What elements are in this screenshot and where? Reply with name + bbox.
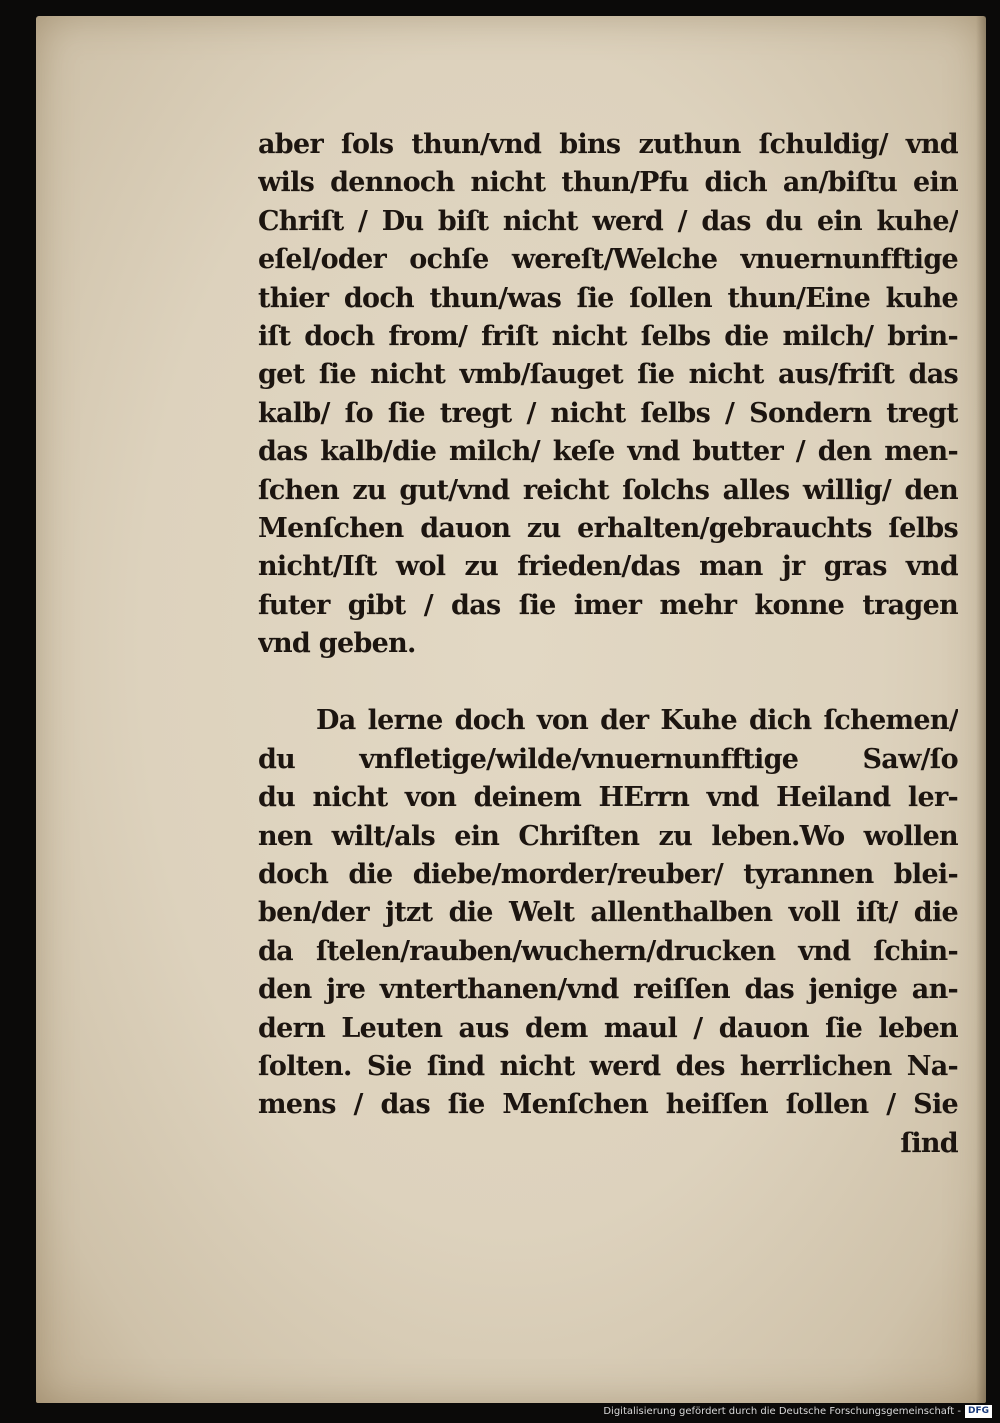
- text-line: wils dennoch nicht thun/Pfu dich an/biſtu ein: [258, 167, 958, 199]
- catchword: ſind: [900, 1127, 958, 1159]
- text-line: iſt doch from/ friſt nicht ſelbs die milch/ brin-: [258, 320, 958, 352]
- text-line: da ſtelen/rauben/wuchern/drucken vnd ſchin-: [258, 935, 958, 967]
- digitization-credit: [603, 1403, 992, 1419]
- paragraph-1: [258, 126, 958, 663]
- text-line: Da lerne doch von der Kuhe dich ſchemen/: [316, 705, 958, 737]
- text-line: vnd geben.: [258, 628, 416, 660]
- text-line: ſchen zu gut/vnd reicht ſolchs alles willig/ den: [258, 474, 958, 506]
- credit-text: Digitalisierung gefördert durch die Deutsche Forschungsgemeinschaft -: [603, 1405, 961, 1417]
- book-page: [36, 16, 986, 1403]
- text-line: get ſie nicht vmb/ſauget ſie nicht aus/friſt das: [258, 359, 958, 391]
- text-line: eſel/oder ochſe wereſt/Welche vnuernunfftige: [258, 244, 958, 276]
- text-line: dern Leuten aus dem maul / dauon ſie leben: [258, 1012, 958, 1044]
- text-block: [258, 126, 958, 1163]
- dfg-logo: DFG: [965, 1405, 992, 1418]
- page-edge-shadow: [976, 16, 986, 1403]
- text-line: aber ſols thun/vnd bins zuthun ſchuldig/ vnd: [258, 129, 958, 160]
- text-line: kalb/ ſo ſie tregt / nicht ſelbs / Sondern tregt: [258, 397, 958, 429]
- paragraph-2: [258, 702, 958, 1124]
- text-line: mens / das ſie Menſchen heiſſen ſollen / Sie: [258, 1089, 958, 1121]
- text-line: nen wilt/als ein Chriſten zu leben.Wo wollen: [258, 820, 958, 852]
- text-line: du nicht von deinem HErrn vnd Heiland ler-: [258, 782, 958, 814]
- text-line: futer gibt / das ſie imer mehr konne tragen: [258, 589, 958, 621]
- paragraph-gap: [258, 663, 958, 702]
- text-line: du vnfletige/wilde/vnuernunfftige Saw/ſo: [258, 743, 958, 775]
- text-line: thier doch thun/was ſie ſollen thun/Eine kuhe: [258, 282, 958, 314]
- text-line: Chriſt / Du biſt nicht werd / das du ein kuhe/: [258, 205, 958, 237]
- text-line: ſolten. Sie ſind nicht werd des herrlichen Na-: [258, 1050, 958, 1082]
- text-line: nicht/Iſt wol zu frieden/das man jr gras vnd: [258, 551, 958, 583]
- text-line: den jre vnterthanen/vnd reiſſen das jenige an-: [258, 974, 958, 1006]
- text-line: ben/der jtzt die Welt allenthalben voll iſt/ die: [258, 897, 958, 929]
- text-line: doch die diebe/morder/reuber/ tyrannen blei-: [258, 859, 958, 891]
- text-line: das kalb/die milch/ keſe vnd butter / den men-: [258, 436, 958, 468]
- text-line: Menſchen dauon zu erhalten/gebrauchts ſelbs: [258, 512, 958, 544]
